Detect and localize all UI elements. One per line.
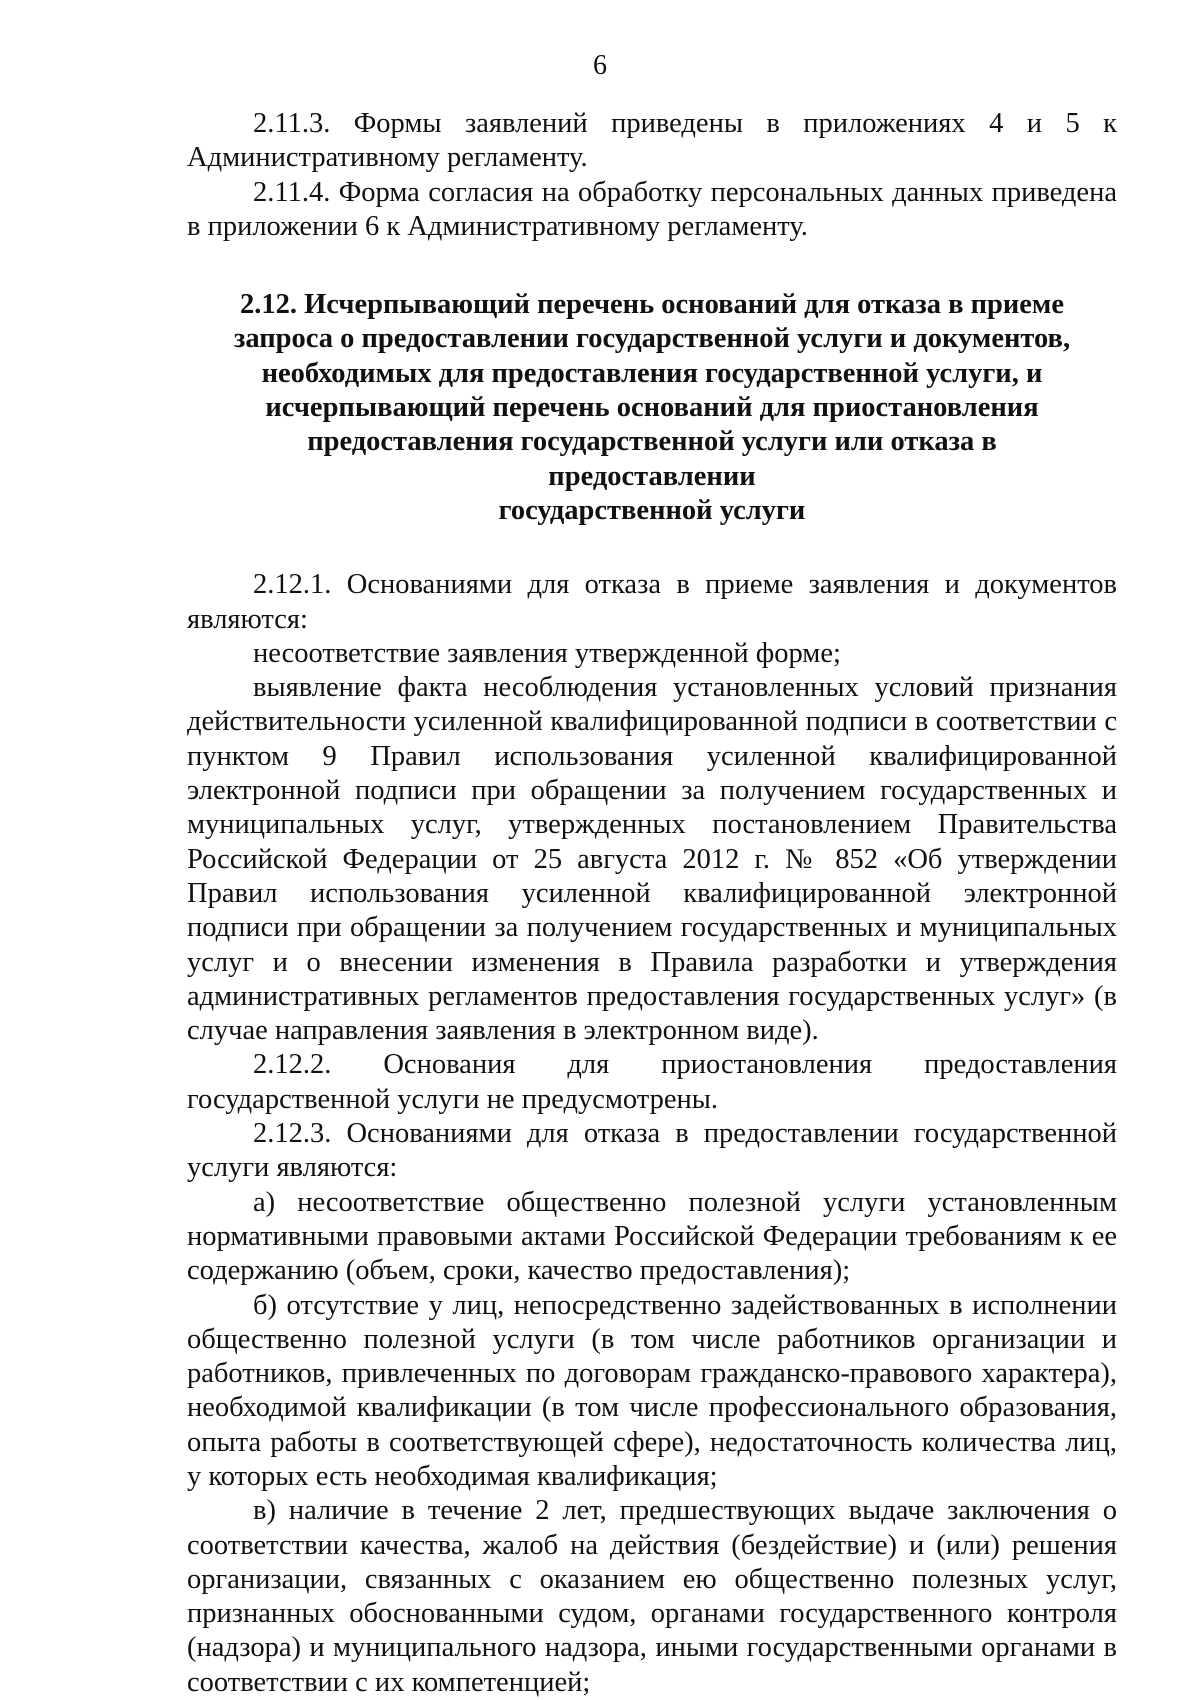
heading-line: необходимых для предоставления государственной услуги, и (261, 357, 1043, 389)
paragraph-2-12-2: 2.12.2. Основания для приостановления предоставления государственной услуги не предусмотрены. (187, 1049, 1117, 1115)
list-item-signature-invalid: выявление факта несоблюдения установленных условий признания действительности усиленной квалифицированной подписи в соответствии с пунктом 9 Правил использования усиленной квалифицированной электронной подписи при обращении за получением государственных и муниципальных услуг, утвержденных постановлением Правительства Российской Федерации от 25 августа 2012 г. № 852 «Об утверждении Правил использования усиленной квалифицированной электронной подписи при обращении за получением государственных и муниципальных услуг и о внесении изменения в Правила разработки и утверждения административных регламентов предоставления государственных услуг» (в случае направления заявления в электронном виде). (187, 672, 1117, 1047)
heading-line: исчерпывающий перечень оснований для приостановления (265, 392, 1039, 424)
page-number: 6 (593, 50, 607, 81)
list-item-form-mismatch: несоответствие заявления утвержденной форме; (253, 637, 841, 669)
list-item-a: а) несоответствие общественно полезной услуги установленным нормативными правовыми актами Российской Федерации требованиям к ее содержанию (объем, сроки, качество предоставления); (187, 1186, 1117, 1287)
heading-line: 2.12. Исчерпывающий перечень оснований для отказа в приеме (240, 289, 1064, 321)
paragraph-2-11-3: 2.11.3. Формы заявлений приведены в приложениях 4 и 5 к Административному регламенту. (187, 108, 1117, 174)
heading-line: запроса о предоставлении государственной услуги и документов, (233, 323, 1071, 355)
heading-line: предоставления государственной услуги или отказа в предоставлении (307, 426, 997, 492)
heading-line: государственной услуги (498, 494, 806, 526)
document-body (187, 107, 1117, 1700)
paragraph-2-12-3: 2.12.3. Основаниями для отказа в предоставлении государственной услуги являются: (187, 1118, 1117, 1184)
list-item-v: в) наличие в течение 2 лет, предшествующих выдаче заключения о соответствии качества, жалоб на действия (бездействие) и (или) решения организации, связанных с оказанием ею общественно полезных услуг, признанных обоснованными судом, органами государственного контроля (надзора) и муниципального надзора, иными государственными органами в соответствии с их компетенцией; (187, 1495, 1117, 1698)
paragraph-2-12-1: 2.12.1. Основаниями для отказа в приеме заявления и документов являются: (187, 569, 1117, 635)
section-heading-2-12 (187, 288, 1117, 528)
list-item-b: б) отсутствие у лиц, непосредственно задействованных в исполнении общественно полезной услуги (в том числе работников организации и работников, привлеченных по договорам гражданско-правового характера), необходимой квалификации (в том числе профессионального образования, опыта работы в соответствующей сфере), недостаточность количества лиц, у которых есть необходимая квалификация; (187, 1289, 1117, 1492)
paragraph-2-11-4: 2.11.4. Форма согласия на обработку персональных данных приведена в приложении 6 к Административному регламенту. (187, 176, 1117, 242)
